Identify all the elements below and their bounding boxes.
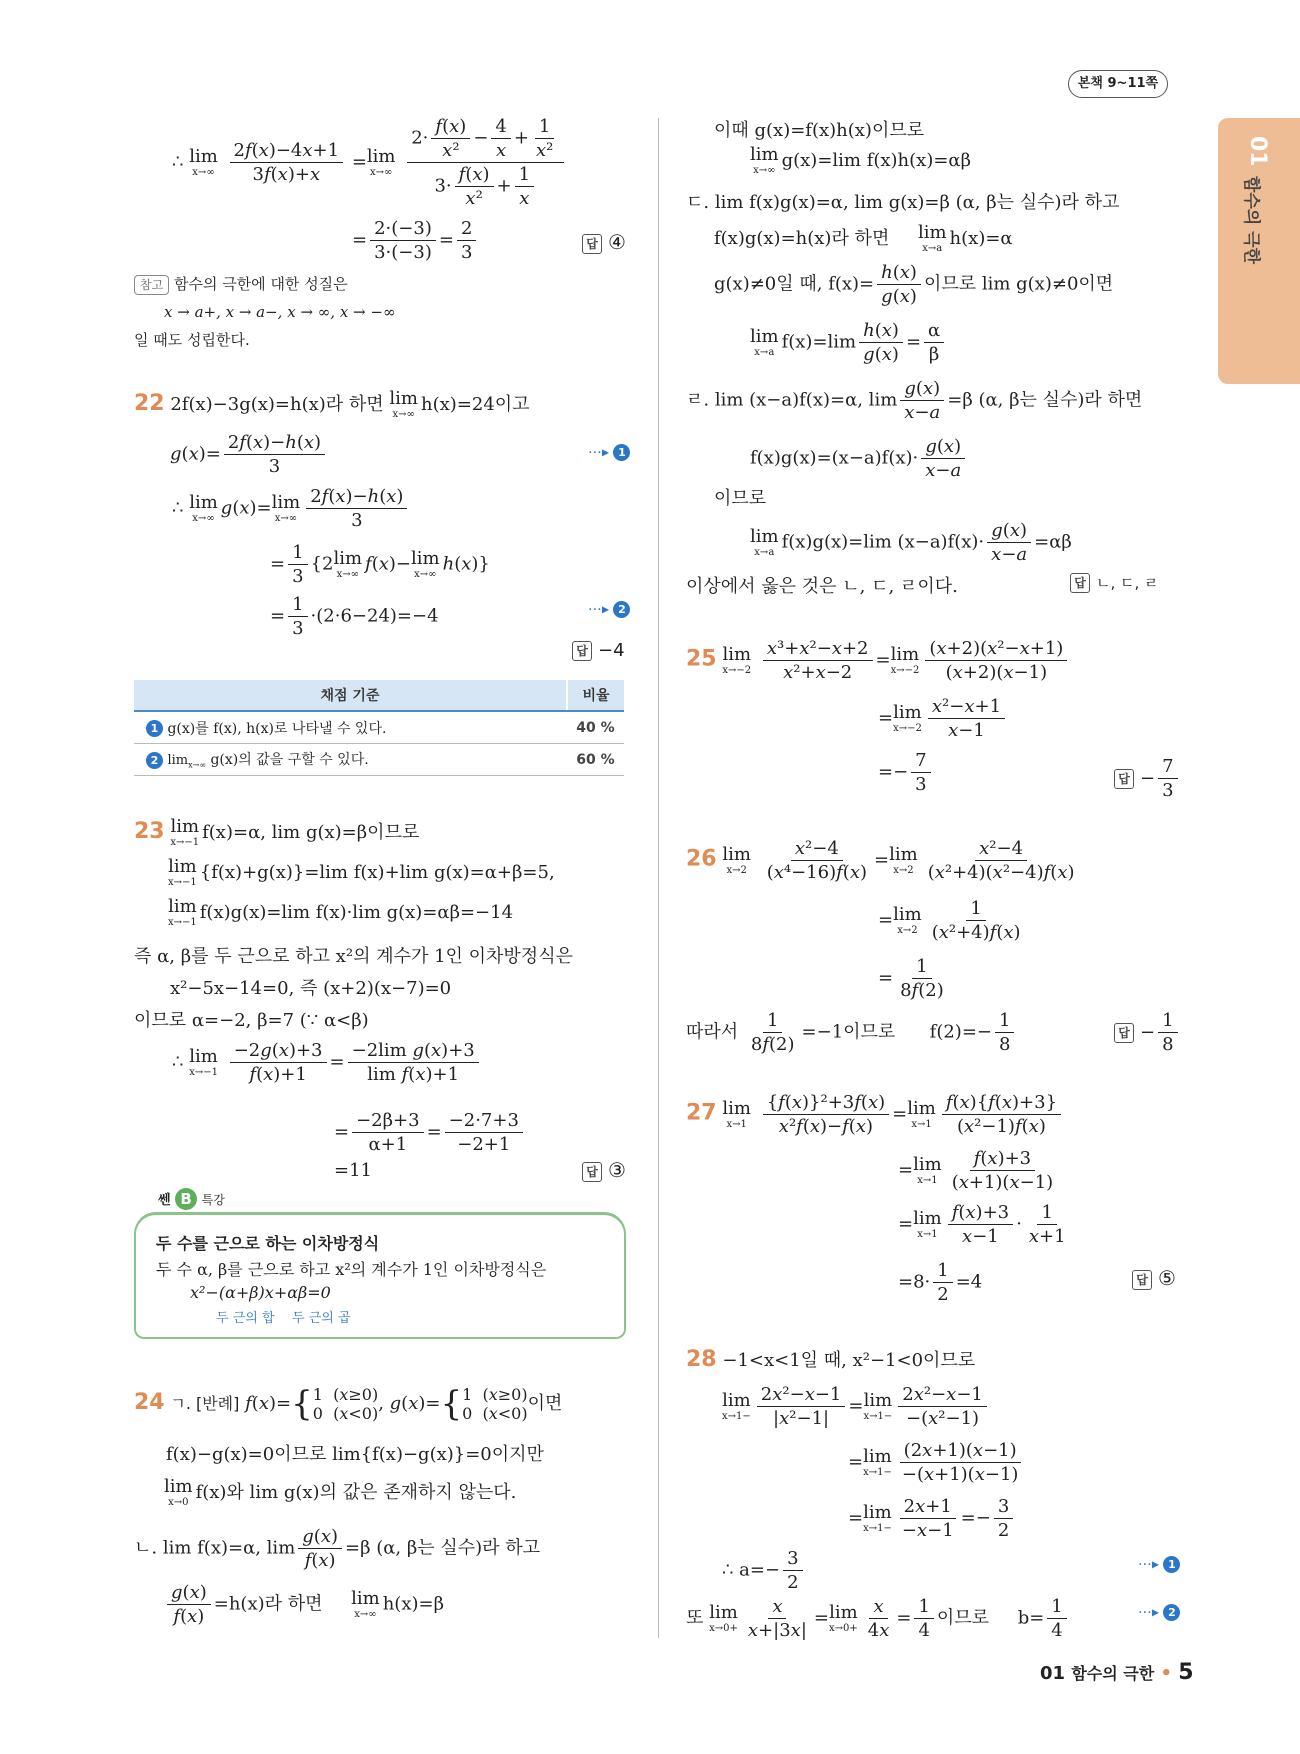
table-row: 2 $\lim_{x\to\infty} g(x)$의 값을 구할 수 있다. 60 % <box>134 744 624 776</box>
box-line1: 두 수 α, β를 근으로 하고 x²의 계수가 1인 이차방정식은 <box>156 1260 547 1279</box>
answer-box-icon: 답 <box>1132 1270 1152 1290</box>
step1-marker: ⋯▸ 1 <box>1138 1556 1180 1573</box>
p23-line8: = $\frac{-2\beta+3}{\alpha+1}$ = $\frac{-2\cdot 7+3}{-2+1}$ <box>334 1110 526 1155</box>
step2-marker: ⋯▸ 2 <box>1138 1604 1180 1621</box>
p23-answer: 답 ③ <box>582 1158 626 1182</box>
p23-line1: 23 lim x→−1 f(x)=α, lim g(x)=β이므로 <box>134 816 420 848</box>
step-circle-icon: 2 <box>613 601 630 618</box>
column-divider <box>658 118 659 1638</box>
p25-answer: 답 − $\frac{7}{3}$ <box>1114 756 1181 801</box>
p23-line7: ∴ lim x→−1 $\frac{-2g(x)+3}{f(x)+1}$ = $\frac{\text{−2lim g(x)+3}}{\text{lim f(x)+1}}$ <box>172 1040 482 1085</box>
p21-answer: 답 ④ <box>582 230 626 254</box>
grading-table <box>134 680 624 776</box>
p22-step4: = $\frac{1}{3}$ ·(2·6−24)=−4 <box>270 594 439 639</box>
grading-header-criteria: 채점 기준 <box>134 680 567 711</box>
table-row: 1 g(x)를 f(x), h(x)로 나타낼 수 있다. 40 % <box>134 711 624 744</box>
p25-line1: 25 lim x→−2 $\frac{\text{x³+x²−x+2}}{\text{x²+x−2}}$ = lim x→−2 $\frac{\text{(x+2)(x²−x+1)}}{(x+2)(x-1)}$ <box>686 638 1070 683</box>
p22-intro: 22 2f(x)−3g(x)=h(x)라 하면 lim x→∞ h(x)=24이고 <box>134 388 530 420</box>
p28-line5: ∴ a=− $\frac{3}{2}$ <box>722 1548 806 1593</box>
answer-box-icon: 답 <box>582 1162 602 1182</box>
step2-marker: ⋯▸ 2 <box>588 601 630 618</box>
p23-line6: 이므로 α=−2, β=7 (∵ α<β) <box>134 1010 369 1031</box>
r-line10: lim x→a f(x)g(x)=lim (x−a)f(x)· $\frac{g(x)}{x-a}$ =αβ <box>750 520 1072 565</box>
step-circle-icon: 1 <box>1163 1556 1180 1573</box>
p28-line4: = lim x→1− $\frac{2x+1}{-x-1}$ =− $\frac{3}{2}$ <box>848 1496 1016 1541</box>
answer-box-icon: 답 <box>1114 769 1134 789</box>
p26-line3: = $\frac{1}{8f(2)}$ <box>878 956 944 1001</box>
box-equation: x²−(α+β)x+αβ=0 <box>190 1283 331 1302</box>
p23-line2: lim x→−1 {f(x)+g(x)}=lim f(x)+lim g(x)=α+β=5, <box>168 856 555 888</box>
chapter-tab-title: 함수의 극한 <box>1241 176 1261 265</box>
p23-line4: 즉 α, β를 두 근으로 하고 x²의 계수가 1인 이차방정식은 <box>134 946 573 967</box>
answer-box-icon: 답 <box>1114 1023 1134 1043</box>
r-line5: g(x)≠0일 때, f(x)= $\frac{h(x)}{g(x)}$ 이므로 lim g(x)≠0이면 <box>714 262 1114 307</box>
p27-line1: 27 lim x→1 $\frac{\text{\{f(x)\}²+3f(x)}}{\text{x²f(x)−f(x)}}$ = lim x→1 $\frac{f(x)\{f(x)+3\}}{\text{(x²−1)f(x)}}$ <box>686 1092 1064 1137</box>
p27-answer: 답 ⑤ <box>1132 1266 1176 1290</box>
chapter-tab-number: 01 <box>1245 136 1270 167</box>
r-line3: ㄷ. lim f(x)g(x)=α, lim g(x)=β (α, β는 실수)라 하고 <box>686 192 1120 213</box>
p23-line3: lim x→−1 f(x)g(x)=lim f(x)·lim g(x)=αβ=−14 <box>168 896 514 928</box>
p28-line6: 또 lim x→0+ $\frac{x}{x+|3x|}$ = lim x→0+ $\frac{x}{4x}$ = $\frac{1}{4}$ 이므로 b= $\frac{1}{4}$ <box>686 1596 1070 1641</box>
step1-marker: ⋯▸ 1 <box>588 444 630 461</box>
r-line1: 이때 g(x)=f(x)h(x)이므로 <box>714 120 925 141</box>
p26-line1: 26 lim x→2 $\frac{\text{x²−4}}{\text{(x⁴−16)f(x)}}$ = lim x→2 $\frac{\text{x²−4}}{\text{(x²+4)(x²−4)f(x)}}$ <box>686 838 1075 883</box>
p25-line3: =− $\frac{7}{3}$ <box>878 750 934 795</box>
p26-line4: 따라서 $\frac{1}{8f(2)}$ =−1이므로 f(2)=− $\frac{1}{8}$ <box>686 1010 1017 1055</box>
grading-header-ratio: 비율 <box>567 680 624 711</box>
page-number: 5 <box>1178 1660 1194 1685</box>
box-sum-label: 두 근의 합 <box>216 1311 275 1326</box>
r-line8: f(x)g(x)=(x−a)f(x)· $\frac{g(x)}{x-a}$ <box>750 436 968 481</box>
ssen-b-label: 쎈 B 특강 <box>158 1190 225 1208</box>
p27-line2: = lim x→1 $\frac{f(x)+3}{(x+1)(x-1)}$ <box>898 1148 1054 1193</box>
p22-step3: = $\frac{1}{3}$ {2 lim x→∞ f(x)− lim x→∞ h(x)} <box>270 542 490 587</box>
p21-result: = $\frac{2\cdot(-3)}{3\cdot(-3)}$ = $\frac{2}{3}$ <box>352 218 479 263</box>
answer-box-icon: 답 <box>582 234 602 254</box>
p23-line5: x²−5x−14=0, 즉 (x+2)(x−7)=0 <box>170 978 452 999</box>
p26-answer: 답 − $\frac{1}{8}$ <box>1114 1010 1181 1055</box>
p28-line3: = lim x→1− $\frac{(2x+1)(x-1)}{-(x+1)(x-1)}$ <box>848 1440 1025 1485</box>
p24-line5: $\frac{g(x)}{f(x)}$ =h(x)라 하면 lim x→∞ h(x)=β <box>164 1582 444 1627</box>
r-line11: 이상에서 옳은 것은 ㄴ, ㄷ, ㄹ이다. <box>686 576 958 597</box>
step-circle-icon: 2 <box>1163 1604 1180 1621</box>
answer-box-icon: 답 <box>572 641 592 661</box>
p22-answer: 답 −4 <box>572 640 625 661</box>
box-product-label: 두 근의 곱 <box>292 1311 351 1326</box>
r-line2: lim x→∞ g(x)=lim f(x)h(x)=αβ <box>750 144 971 176</box>
step-circle-icon: 1 <box>146 720 163 737</box>
p24-line2: f(x)−g(x)=0이므로 lim{f(x)−g(x)}=0이지만 <box>166 1444 544 1465</box>
r-line4: f(x)g(x)=h(x)라 하면 lim x→a h(x)=α <box>714 222 1013 254</box>
step-circle-icon: 1 <box>613 444 630 461</box>
p27-line4: =8· $\frac{1}{2}$ =4 <box>898 1260 983 1305</box>
page-range-badge: 본책 9~11쪽 <box>1068 70 1168 98</box>
p28-line2: lim x→1− $\frac{\text{2x²−x−1}}{\text{|x²−1|}}$ = lim x→1− $\frac{\text{2x²−x−1}}{\text{−(x²−1)}}$ <box>722 1384 990 1429</box>
p26-line2: = lim x→2 $\frac{1}{\text{(x²+4)f(x)}}$ <box>878 898 1021 943</box>
p21-equation: ∴ lim x→∞ $\frac{2f(x)-4x+1}{3f(x)+x}$ = lim x→∞ 2· $\frac{f(x)}{\text{x²}}$ − $\frac{4}{x}$ + $\frac{1}{\text{x²}}$ 3· $\frac{f(x)}{\text{x²}}$ + $\frac{1}{x}$ <box>172 116 567 209</box>
r-line6: lim x→a f(x)=lim $\frac{h(x)}{g(x)}$ = $\frac{\alpha}{\beta}$ <box>750 320 947 365</box>
p27-line3: = lim x→1 $\frac{f(x)+3}{x-1}$ · $\frac{1}{x+1}$ <box>898 1202 1066 1247</box>
page-footer: 01 함수의 극한 • 5 <box>1040 1660 1194 1685</box>
note-block: 참고 함수의 극한에 대한 성질은 x → a+, x → a−, x → ∞, x → −∞ 일 때도 성립한다. <box>134 275 396 349</box>
r-line7: ㄹ. lim (x−a)f(x)=α, lim $\frac{g(x)}{x-a}$ =β (α, β는 실수)라 하면 <box>686 378 1143 423</box>
chapter-tab[interactable] <box>1218 118 1300 384</box>
p23-line9: =11 <box>334 1160 372 1181</box>
p25-line2: = lim x→−2 $\frac{\text{x²−x+1}}{x-1}$ <box>878 696 1008 741</box>
p24-line4: ㄴ. lim f(x)=α, lim $\frac{g(x)}{f(x)}$ =β (α, β는 실수)라 하고 <box>134 1526 541 1571</box>
p24-line3: lim x→0 f(x)와 lim g(x)의 값은 존재하지 않는다. <box>164 1476 517 1508</box>
ssen-b-box <box>134 1212 626 1339</box>
note-label: 참고 <box>134 275 169 295</box>
r-line9: 이므로 <box>714 488 767 509</box>
p22-step1: g(x)= $\frac{2f(x)-h(x)}{3}$ <box>170 432 328 477</box>
p24-answer: 답 ㄴ, ㄷ, ㄹ <box>1070 572 1159 593</box>
p24-line1: 24 ㄱ. [반례] f(x)={ 1 (x≥0) 0 (x<0) , g(x)={ 1 (x≥0) 0 (x<0) 이면 <box>134 1384 563 1424</box>
box-title: 두 수를 근으로 하는 이차방정식 <box>156 1234 380 1253</box>
step-circle-icon: 2 <box>146 752 163 769</box>
answer-box-icon: 답 <box>1070 573 1090 593</box>
p22-step2: ∴ lim x→∞ g(x)= lim x→∞ $\frac{2f(x)-h(x)}{3}$ <box>172 486 410 531</box>
p28-line1: 28 −1<x<1일 때, x²−1<0이므로 <box>686 1347 976 1372</box>
